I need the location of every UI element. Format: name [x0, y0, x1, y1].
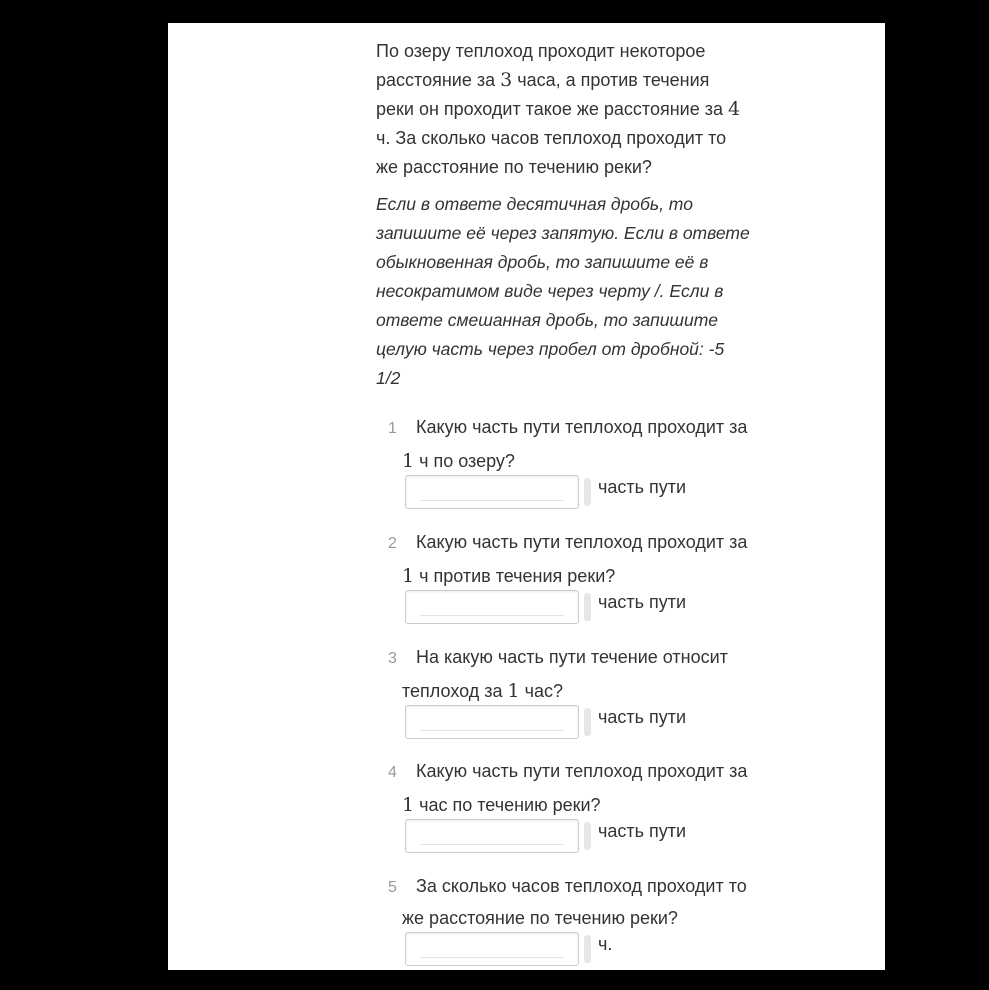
question-text: Какую часть пути теплоход проходит за [416, 417, 748, 437]
problem-statement [376, 37, 751, 182]
input-handle [584, 822, 591, 850]
answer-unit: ч. [598, 934, 613, 954]
problem-text-part2: часа, а против течения реки он проходит такое же расстояние за [376, 70, 728, 119]
answer-row [388, 475, 768, 513]
input-handle [584, 708, 591, 736]
question-math: 1 [402, 450, 415, 472]
task-content [376, 37, 751, 393]
problem-text-part1: По озеру теплоход проходит некоторое расстояние за [376, 41, 706, 90]
question-number: 3 [388, 650, 397, 667]
answer-format-instruction: Если в ответе десятичная дробь, то запишите её через запятую. Если в ответе обыкновенная дробь, то запишите её в несократимом виде через черту /. Если в ответе смешанная дробь, то запишите целую часть через пробел от дробной: -5 1/2 [376, 194, 750, 388]
answer-row [388, 590, 768, 628]
task-page [168, 23, 885, 970]
problem-hours-against: 4 [727, 98, 741, 120]
input-handle [584, 935, 591, 963]
problem-hours-lake: 3 [500, 69, 513, 91]
input-underline [420, 957, 564, 958]
answer-row [388, 932, 768, 970]
question-text: Какую часть пути теплоход проходит за [416, 532, 748, 552]
question-item [388, 643, 768, 743]
question-math: 1 [402, 794, 415, 816]
answer-unit: часть пути [598, 592, 687, 612]
problem-text-part3: ч. За сколько часов теплоход проходит то же расстояние по течению реки? [376, 128, 727, 177]
answer-unit: часть пути [598, 477, 687, 497]
question-text-rest: ч против течения реки? [414, 566, 616, 586]
answer-unit: часть пути [598, 707, 687, 727]
question-item [388, 413, 768, 513]
answer-row [388, 819, 768, 857]
answer-row [388, 705, 768, 743]
input-underline [420, 844, 564, 845]
answer-input[interactable] [405, 590, 579, 624]
input-handle [584, 478, 591, 506]
question-line1 [388, 872, 768, 902]
question-math: 1 [507, 680, 520, 702]
question-item [388, 757, 768, 857]
question-number: 1 [388, 420, 397, 437]
answer-input[interactable] [405, 932, 579, 966]
question-number: 2 [388, 535, 397, 552]
question-text-rest: час по течению реки? [414, 795, 601, 815]
question-line2 [402, 904, 768, 933]
answer-input[interactable] [405, 819, 579, 853]
question-line1 [388, 528, 768, 558]
question-number: 4 [388, 764, 397, 781]
question-text: За сколько часов теплоход проходит то [416, 876, 747, 896]
question-text: На какую часть пути течение относит [416, 647, 728, 667]
question-line2 [402, 791, 768, 820]
input-handle [584, 593, 591, 621]
question-line1 [388, 413, 768, 443]
input-underline [420, 615, 564, 616]
question-item [388, 528, 768, 628]
question-math: 1 [402, 565, 415, 587]
input-underline [420, 730, 564, 731]
answer-input[interactable] [405, 475, 579, 509]
question-line2 [402, 447, 768, 476]
question-line2 [402, 562, 768, 591]
answer-unit: часть пути [598, 821, 687, 841]
question-text-pre: теплоход за [402, 681, 508, 701]
question-text: Какую часть пути теплоход проходит за [416, 761, 748, 781]
input-underline [420, 500, 564, 501]
question-line1 [388, 757, 768, 787]
question-line2 [402, 677, 768, 706]
question-number: 5 [388, 879, 397, 896]
answer-input[interactable] [405, 705, 579, 739]
question-line1 [388, 643, 768, 673]
question-text-rest: ч по озеру? [414, 451, 515, 471]
question-text-pre: же расстояние по течению реки? [402, 908, 678, 928]
question-item [388, 872, 768, 970]
question-text-rest: час? [519, 681, 563, 701]
